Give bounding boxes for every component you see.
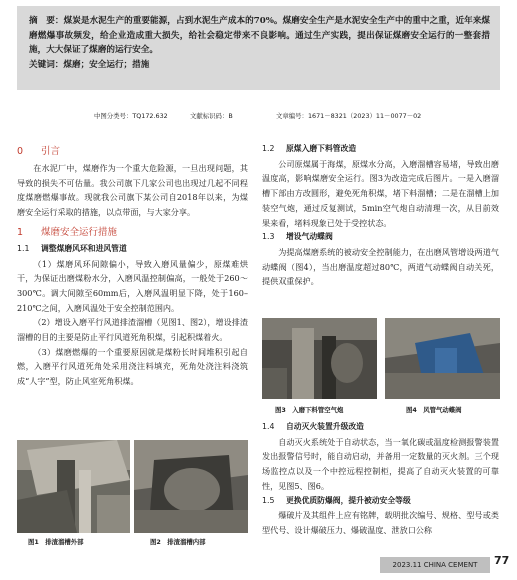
subsection-number: 1.3 bbox=[262, 232, 275, 242]
section-1-3-heading bbox=[262, 230, 499, 245]
slag-chute-interior-image bbox=[134, 440, 248, 533]
keywords-text: 煤磨；安全运行；措施 bbox=[63, 59, 150, 70]
figure-4-photo bbox=[385, 318, 500, 399]
section-title: 煤磨安全运行措施 bbox=[41, 226, 118, 238]
figure-4-caption: 图4 风管气动蝶阀 bbox=[406, 406, 462, 414]
subsection-title: 更换优质防爆阀，提升被动安全等级 bbox=[286, 495, 411, 505]
right-column-upper bbox=[262, 142, 499, 289]
section-0-heading bbox=[17, 144, 248, 160]
section-1-heading bbox=[17, 225, 248, 241]
subsection-number: 1.1 bbox=[17, 243, 30, 253]
paragraph-1-3: 为提高煤磨系统的被动安全控制能力，在出磨风管增设两道气动蝶阀（图4），当出磨温度超过80℃，两道气动蝶阀自动关死，提供双重保护。 bbox=[262, 246, 499, 287]
clc-number: 中图分类号：TQ172.632 bbox=[94, 112, 168, 120]
subsection-title: 自动灭火装置升级改造 bbox=[286, 422, 364, 431]
subsection-title: 原煤入磨下料管改造 bbox=[286, 144, 357, 153]
paragraph-1-1-b: （2）增设入磨平行风道排渣溜槽（见图1、图2），增设排渣溜槽的目的主要是防止平行风道死角积煤，引起积煤着火。 bbox=[17, 317, 248, 343]
keywords-label: 关键词： bbox=[29, 59, 64, 70]
abstract-box bbox=[17, 6, 500, 90]
section-1-1-heading bbox=[17, 242, 248, 257]
section-title: 引言 bbox=[41, 146, 61, 157]
slag-chute-exterior-image bbox=[17, 440, 130, 533]
left-column bbox=[17, 142, 248, 389]
figure-2-caption: 图2 排渣溜槽内部 bbox=[150, 538, 206, 546]
paragraph-1-4: 自动灭火系统处于自动状态，当一氧化碳或温度检测报警装置发出报警信号时，能自动启动，并备用一定数量的灭火剂。三个现场监控点以及一个中控远程控制柜，提高了自动灭火装置的可靠性，见图5、图6。 bbox=[262, 436, 499, 491]
page-number: 77 bbox=[494, 554, 510, 567]
section-number: 0 bbox=[17, 146, 24, 157]
document-code: 文献标识码：B bbox=[190, 112, 233, 120]
paragraph-1-1-a: （1）煤磨风环间隙偏小，导致入磨风量偏少，原煤难烘干，为保证出磨煤粉水分，入磨风温控制偏高，一般处于260～300℃。调大间隙至60mm后，入磨风温明显下降，处于160–210℃之间，入磨风温处于安全控制范围内。 bbox=[17, 258, 248, 313]
section-1-2-heading bbox=[262, 142, 499, 157]
article-number: 文章编号：1671－8321（2023）11－0077－02 bbox=[276, 112, 422, 120]
figure-1-photo bbox=[17, 440, 130, 533]
figure-1-caption: 图1 排渣溜槽外部 bbox=[28, 538, 84, 546]
abstract-paragraph bbox=[29, 14, 490, 58]
paragraph-1-1-c: （3）煤磨燃爆的一个重要原因就是煤粉长时间堆积引起自燃，入磨平行风道死角处采用浇注料填充，死角处浇注料浇筑成“人字”型，防止风室死角积煤。 bbox=[17, 346, 248, 387]
subsection-number: 1.2 bbox=[262, 144, 275, 153]
abstract-text: 煤炭是水泥生产的重要能源，占到水泥生产成本的70%。煤磨安全生产是水泥安全生产中的重中之重，近年来煤磨燃爆事故频发，给企业造成重大损失，给社会稳定带来不良影响。通过生产实践，提出保证煤磨安全运行的一整套措施，大大保证了煤磨的运行安全。 bbox=[29, 16, 490, 56]
subsection-number: 1.4 bbox=[262, 422, 275, 431]
subsection-number: 1.5 bbox=[262, 495, 275, 505]
figure-3-photo bbox=[262, 318, 377, 399]
figure-2-photo bbox=[134, 440, 248, 533]
subsection-title: 增设气动蝶阀 bbox=[286, 232, 333, 242]
air-cannon-image bbox=[262, 318, 377, 399]
abstract-label: 摘 要： bbox=[29, 16, 64, 26]
journal-footer: 2023.11 CHINA CEMENT bbox=[380, 557, 490, 573]
right-column-lower bbox=[262, 420, 499, 538]
intro-paragraph: 在水泥厂中，煤磨作为一个重大危险源，一旦出现问题，其导致的损失不可估量。我公司旗下几家公司也出现过几起不同程度煤磨燃爆事故。现就我公司旗下某公司自2018年以来，为煤磨安全运行采取的措施，以点带面，与大家分享。 bbox=[17, 163, 248, 218]
section-1-4-heading bbox=[262, 420, 499, 435]
subsection-title: 调整煤磨风环和进风管道 bbox=[41, 243, 127, 253]
pneumatic-butterfly-valve-image bbox=[385, 318, 500, 399]
section-1-5-heading bbox=[262, 494, 499, 509]
section-number: 1 bbox=[17, 226, 24, 238]
keywords-line bbox=[29, 58, 490, 73]
paragraph-1-2: 公司原煤属于海煤，原煤水分高，入磨溜槽容易堵，导致出磨温度高，影响煤磨安全运行。图3为改造完成后图片。一是入磨溜槽下部由方改圆形，避免死角积煤，堵下料溜槽；二是在溜槽上加装空气炮，通过反复测试，5min空气炮自动清理一次，从目前效果来看，堵料现象已处于受控状态。 bbox=[262, 158, 499, 228]
figure-3-caption: 图3 入磨下料管空气炮 bbox=[275, 406, 344, 414]
paragraph-1-5: 爆破片及其组件上应有铭牌，载明批次编号、规格、型号或类型代号、设计爆破压力、爆破温度、泄放口公称 bbox=[262, 510, 499, 535]
